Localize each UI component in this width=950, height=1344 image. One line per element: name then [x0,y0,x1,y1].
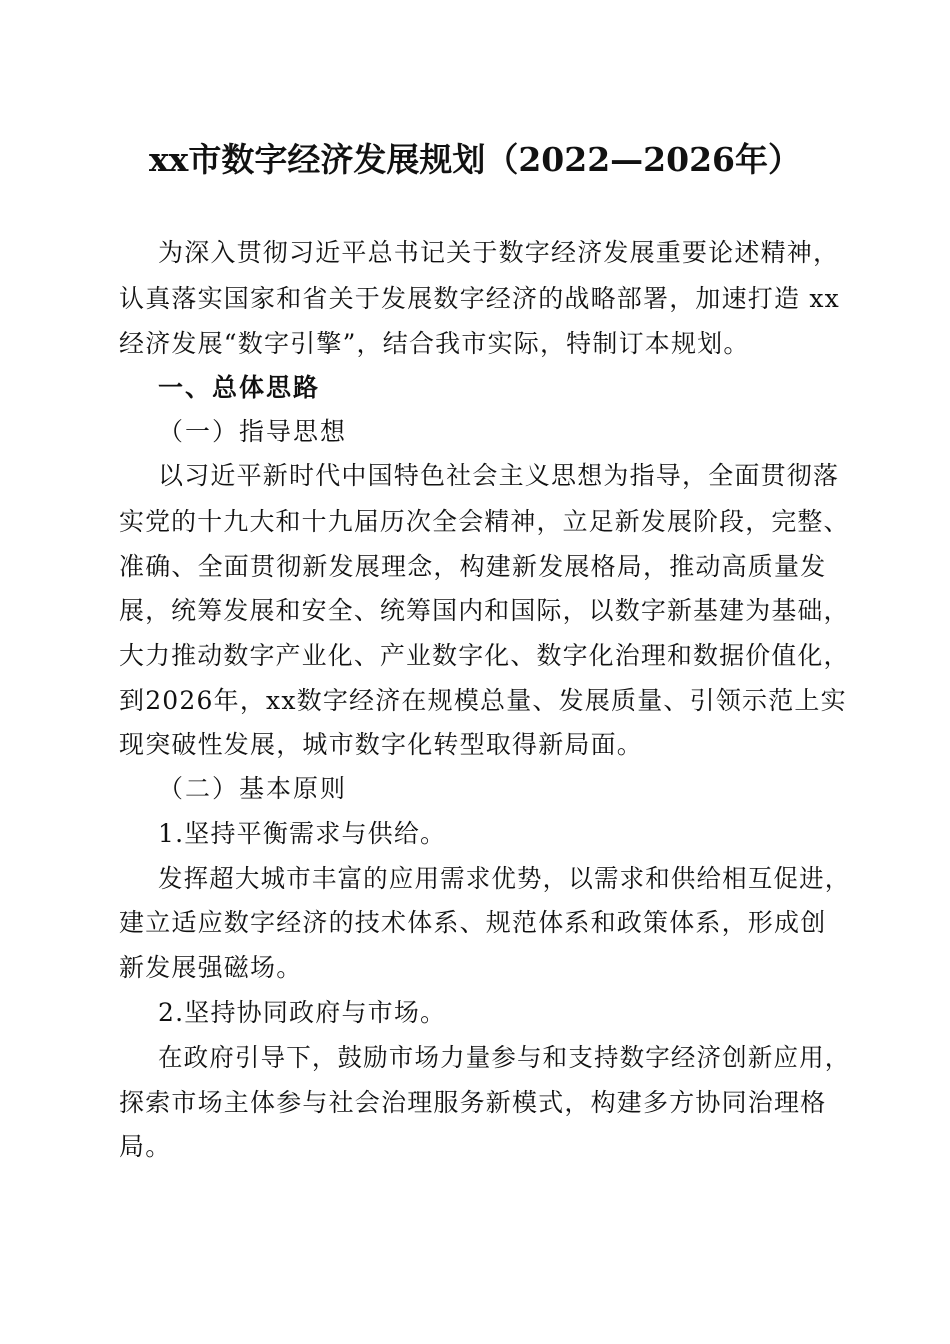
paragraph-line: 建立适应数字经济的技术体系、规范体系和政策体系，形成创 [119,908,827,937]
intro-line: 为深入贯彻习近平总书记关于数字经济发展重要论述精神， [158,238,840,267]
paragraph-line: 发挥超大城市丰富的应用需求优势，以需求和供给相互促进， [158,864,851,893]
paragraph-line: 在政府引导下，鼓励市场力量参与和支持数字经济创新应用， [158,1043,851,1072]
paragraph-line: 实党的十九大和十九届历次全会精神，立足新发展阶段，完整、 [119,507,850,536]
paragraph-line: 新发展强磁场。 [119,953,303,982]
intro-line: 经济发展“数字引擎”，结合我市实际，特制订本规划。 [119,329,750,358]
paragraph-line: 局。 [119,1132,172,1161]
principle-title: 2.坚持协同政府与市场。 [158,998,447,1027]
paragraph-line: 以习近平新时代中国特色社会主义思想为指导，全面贯彻落 [158,461,840,490]
paragraph-line: 准确、全面贯彻新发展理念，构建新发展格局，推动高质量发 [119,552,827,581]
intro-line: 认真落实国家和省关于发展数字经济的战略部署，加速打造 xx [119,284,840,313]
paragraph-line: 大力推动数字产业化、产业数字化、数字化治理和数据价值化， [119,641,850,670]
section-heading: 一、总体思路 [158,373,321,402]
document-title: xx市数字经济发展规划（2022—2026年） [148,140,802,179]
principle-title: 1.坚持平衡需求与供给。 [158,819,447,848]
paragraph-line: 探索市场主体参与社会治理服务新模式，构建多方协同治理格 [119,1088,827,1117]
subsection-heading: （二）基本原则 [158,774,348,803]
subsection-heading: （一）指导思想 [158,417,348,446]
paragraph-line: 到2026年，xx数字经济在规模总量、发展质量、引领示范上实 [119,686,847,715]
paragraph-line: 现突破性发展，城市数字化转型取得新局面。 [119,730,644,759]
paragraph-line: 展，统筹发展和安全、统筹国内和国际，以数字新基建为基础， [119,596,850,625]
